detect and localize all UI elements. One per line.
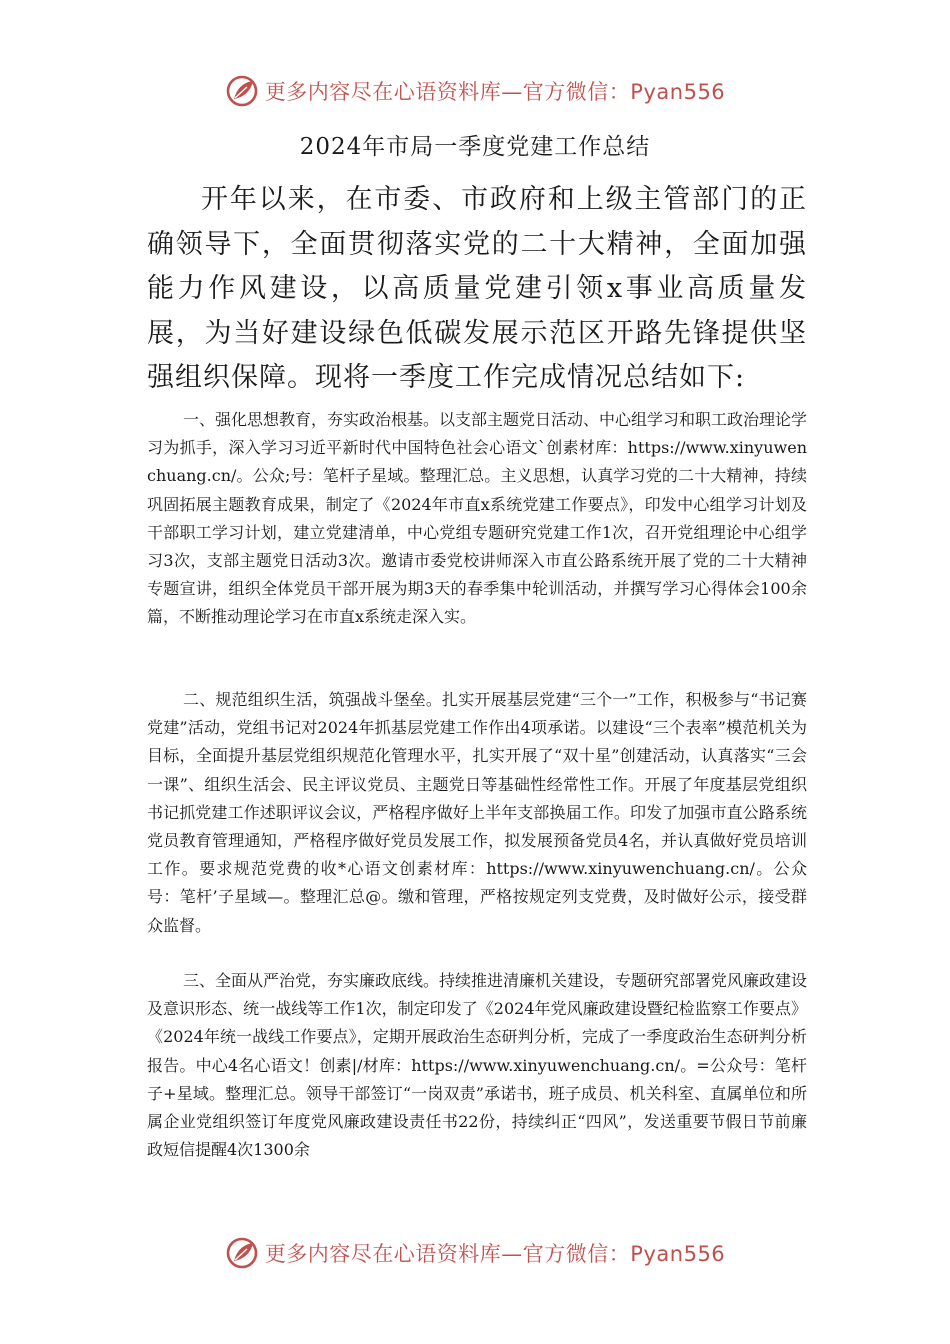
leaf-logo-icon bbox=[225, 1236, 259, 1270]
watermark-footer bbox=[0, 1236, 950, 1270]
watermark-text: 更多内容尽在心语资料库—官方微信：Pyan556 bbox=[264, 80, 726, 104]
watermark-header bbox=[0, 74, 950, 108]
document-title: 2024年市局一季度党建工作总结 bbox=[299, 134, 651, 160]
paragraph-3: 三、全面从严治党，夯实廉政底线。持续推进清廉机关建设，专题研究部署党风廉政建设及意识形态、统一战线等工作1次，制定印发了《2024年党风廉政建设暨纪检监察工作要点》《2024年统一战线工作要点》，定期开展政治生态研判分析，完成了一季度政治生态研判分析报告。中心4名心语文！创素|/材库：https://www.xinyuwenchuang.cn/。=公众号：笔杆子+星域。整理汇总。领导干部签订“一岗双责”承诺书，班子成员、机关科室、直属单位和所属企业党组织签订年度党风廉政建设责任书22份，持续纠正“四风”，发送重要节假日节前廉政短信提醒4次1300余 bbox=[147, 971, 808, 1160]
paragraph-2: 二、规范组织生活，筑强战斗堡垒。扎实开展基层党建“三个一”工作，积极参与“书记赛党建”活动，党组书记对2024年抓基层党建工作作出4项承诺。以建设“三个表率”模范机关为目标，全面提升基层党组织规范化管理水平，扎实开展了“双十星”创建活动，认真落实“三会一课”、组织生活会、民主评议党员、主题党日等基础性经常性工作。开展了年度基层党组织书记抓党建工作述职评议会议，严格程序做好上半年支部换届工作。印发了加强市直公路系统党员教育管理通知，严格程序做好党员发展工作，拟发展预备党员4名，并认真做好党员培训工作。要求规范党费的收*心语文创素材库：https://www.xinyuwenchuang.cn/。公众号：笔杆’子星域—。整理汇总@。缴和管理，严格按规定列支党费，及时做好公示，接受群众监督。 bbox=[147, 690, 807, 935]
watermark-text: 更多内容尽在心语资料库—官方微信：Pyan556 bbox=[264, 1242, 726, 1266]
paragraph-1: 一、强化思想教育，夯实政治根基。以支部主题党日活动、中心组学习和职工政治理论学习为抓手，深入学习习近平新时代中国特色社会心语文`创素材库：https://www.xinyuwenchuang.cn/。公众;号：笔杆子星域。整理汇总。主义思想，认真学习党的二十大精神，持续巩固拓展主题教育成果，制定了《2024年市直x系统党建工作要点》，印发中心组学习计划及干部职工学习计划，建立党建清单，中心党组专题研究党建工作1次，召开党组理论中心组学习3次，支部主题党日活动3次。邀请市委党校讲师深入市直公路系统开展了党的二十大精神专题宣讲，组织全体党员干部开展为期3天的春季集中轮训活动，并撰写学习心得体会100余篇，不断推动理论学习在市直x系统走深入实。 bbox=[147, 410, 808, 627]
intro-paragraph: 开年以来，在市委、市政府和上级主管部门的正确领导下，全面贯彻落实党的二十大精神，全面加强能力作风建设，以高质量党建引领x事业高质量发展，为当好建设绿色低碳发展示范区开路先锋提供坚强组织保障。现将一季度工作完成情况总结如下: bbox=[147, 184, 807, 394]
leaf-logo-icon bbox=[225, 74, 259, 108]
